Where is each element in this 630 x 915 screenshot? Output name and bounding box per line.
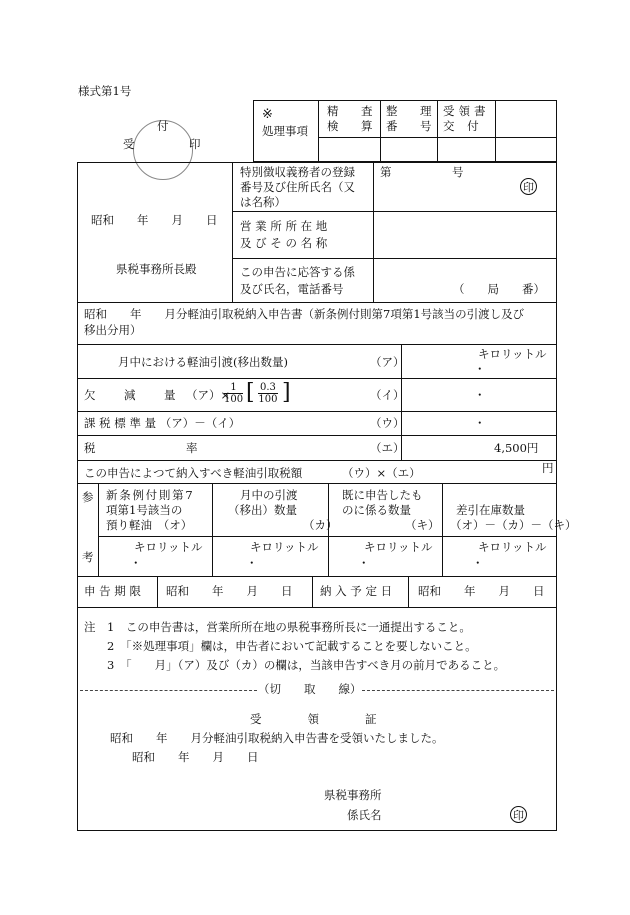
office-label-2: 及 び そ の 名 称 [240, 236, 328, 250]
rate-value: 4,500円 [494, 441, 539, 455]
header-seiri-1: 整 [386, 104, 398, 118]
delivery-code: （ア） [370, 355, 405, 369]
header-seisa-2: 査 [361, 104, 373, 118]
note-1: 注 1 この申告書は，営業所所在地の県税事務所長に一通提出すること。 [84, 620, 471, 634]
contact-phone: （ 局 番） [453, 282, 545, 296]
stamp-label-right: 印 [189, 137, 201, 151]
ref-col4-line2: （オ）－（カ）－（キ） [450, 518, 577, 532]
ref-col3-dot: ・ [358, 556, 370, 570]
contact-label-1: この申告に応答する係 [240, 265, 355, 279]
header-issue: 交付 [443, 119, 492, 133]
reference-side-top: 参 [82, 490, 94, 504]
ref-col2-line2: （移出）数量 [228, 503, 297, 517]
tax-unit: 円 [542, 461, 554, 475]
office-label-1: 営 業 所 所 在 地 [240, 219, 328, 233]
loss-fraction-2 [258, 382, 278, 405]
ref-col3-line3: （キ） [405, 518, 440, 532]
rate-label-a: 税 [84, 441, 96, 455]
title-line-1: 昭和 年 月分軽油引取税納入申告書（新条例付則第7項第1号該当の引渡し及び [84, 307, 525, 321]
ref-col2-line3: （カ） [303, 518, 338, 532]
loss-code: （イ） [370, 388, 405, 402]
base-dot: ・ [474, 416, 486, 430]
addressee: 県税事務所長殿 [116, 262, 197, 276]
delivery-label: 月中における軽油引渡(移出数量) [118, 355, 288, 369]
header-kensan-2: 算 [361, 119, 373, 133]
ref-col3-line2: のに係る数量 [342, 503, 411, 517]
reference-side-bottom: 考 [82, 550, 94, 564]
collector-no-suffix: 号 [452, 165, 464, 179]
bracket-open: [ [246, 380, 255, 405]
contact-label-2: 及び氏名，電話番号 [240, 282, 344, 296]
ref-col1-unit: キロリットル [134, 540, 203, 554]
collector-seal: 印 [520, 178, 537, 195]
ref-col1-line2: 項第1号該当の [106, 503, 183, 517]
cut-line-label: （切 取 線） [258, 682, 362, 696]
ref-col4-dot: ・ [472, 556, 484, 570]
stamp-label-left: 受 [123, 137, 135, 151]
receipt-office: 県税事務所 [324, 788, 382, 802]
scheduled-date: 昭和 年 月 日 [418, 584, 545, 598]
processing-label: 処理事項 [262, 124, 308, 138]
loss-den-1: 100 [224, 394, 244, 405]
header-bangou-2: 号 [420, 119, 432, 133]
stamp-label-top: 付 [157, 119, 169, 133]
ref-col1-dot: ・ [130, 556, 142, 570]
form-number: 様式第1号 [78, 84, 132, 98]
loss-den-2: 100 [258, 394, 278, 405]
rate-label-b: 率 [186, 441, 198, 455]
receipt-title: 受 領 証 [250, 712, 377, 726]
loss-label-a: 欠 [84, 388, 96, 402]
header-seisa-1: 精 [327, 104, 339, 118]
loss-label-b: 減 [124, 388, 136, 402]
header-bangou-1: 番 [386, 119, 398, 133]
loss-num-1: 1 [224, 382, 243, 394]
ref-col3-line1: 既に申告したも [342, 488, 423, 502]
bracket-close: ] [282, 380, 291, 405]
header-receipt: 受領書 [443, 104, 490, 118]
ref-col4-line1: 差引在庫数量 [456, 503, 525, 517]
processing-mark: ※ [262, 107, 273, 122]
base-label: 課 税 標 準 量 （ア）－（イ） [84, 416, 241, 430]
ref-col1-line1: 新条例付則第7 [106, 488, 195, 502]
deadline-label: 申 告 期 限 [84, 584, 141, 598]
receipt-body: 昭和 年 月分軽油引取税納入申告書を受領いたしました。 [110, 731, 444, 745]
ref-col2-line1: 月中の引渡 [240, 488, 298, 502]
loss-dot: ・ [474, 388, 486, 402]
ref-col2-dot: ・ [246, 556, 258, 570]
loss-fraction-1 [224, 382, 243, 405]
header-seiri-2: 理 [420, 104, 432, 118]
ref-col4-unit: キロリットル [478, 540, 547, 554]
ref-col2-unit: キロリットル [250, 540, 319, 554]
scheduled-label: 納 入 予 定 日 [320, 584, 393, 598]
receipt-date: 昭和 年 月 日 [132, 750, 259, 764]
base-code: （ウ） [370, 416, 405, 430]
header-kensan-1: 検 [327, 119, 339, 133]
ref-col3-unit: キロリットル [364, 540, 433, 554]
loss-num-2: 0.3 [260, 382, 276, 393]
collector-no-prefix: 第 [380, 165, 392, 179]
loss-formula: （ア）× [186, 388, 231, 402]
receipt-person: 係氏名 [347, 808, 382, 822]
note-2: 2 「※処理事項」欄は，申告者において記載することを要しないこと。 [84, 639, 477, 653]
date-label: 昭和 年 月 日 [91, 213, 218, 227]
tax-code: （ウ）×（エ） [342, 466, 421, 480]
receipt-seal: 印 [510, 806, 527, 823]
title-line-2: 移出分用） [84, 323, 142, 337]
tax-label: この申告によつて納入すべき軽油引取税額 [84, 466, 303, 480]
ref-col1-line3: 預り軽油 （オ） [106, 518, 193, 532]
loss-label-c: 量 [164, 388, 176, 402]
deadline-date: 昭和 年 月 日 [166, 584, 293, 598]
delivery-dot: ・ [474, 362, 486, 376]
note-3: 3 「 月」（ア）及び（カ）の欄は，当該申告すべき月の前月であること。 [84, 658, 506, 672]
collector-label-3: は名称） [240, 195, 286, 209]
collector-label-1: 特別徴収義務者の登録 [240, 165, 355, 179]
collector-label-2: 番号及び住所氏名（又 [240, 180, 355, 194]
rate-code: （エ） [370, 441, 405, 455]
delivery-unit: キロリットル [478, 347, 547, 361]
